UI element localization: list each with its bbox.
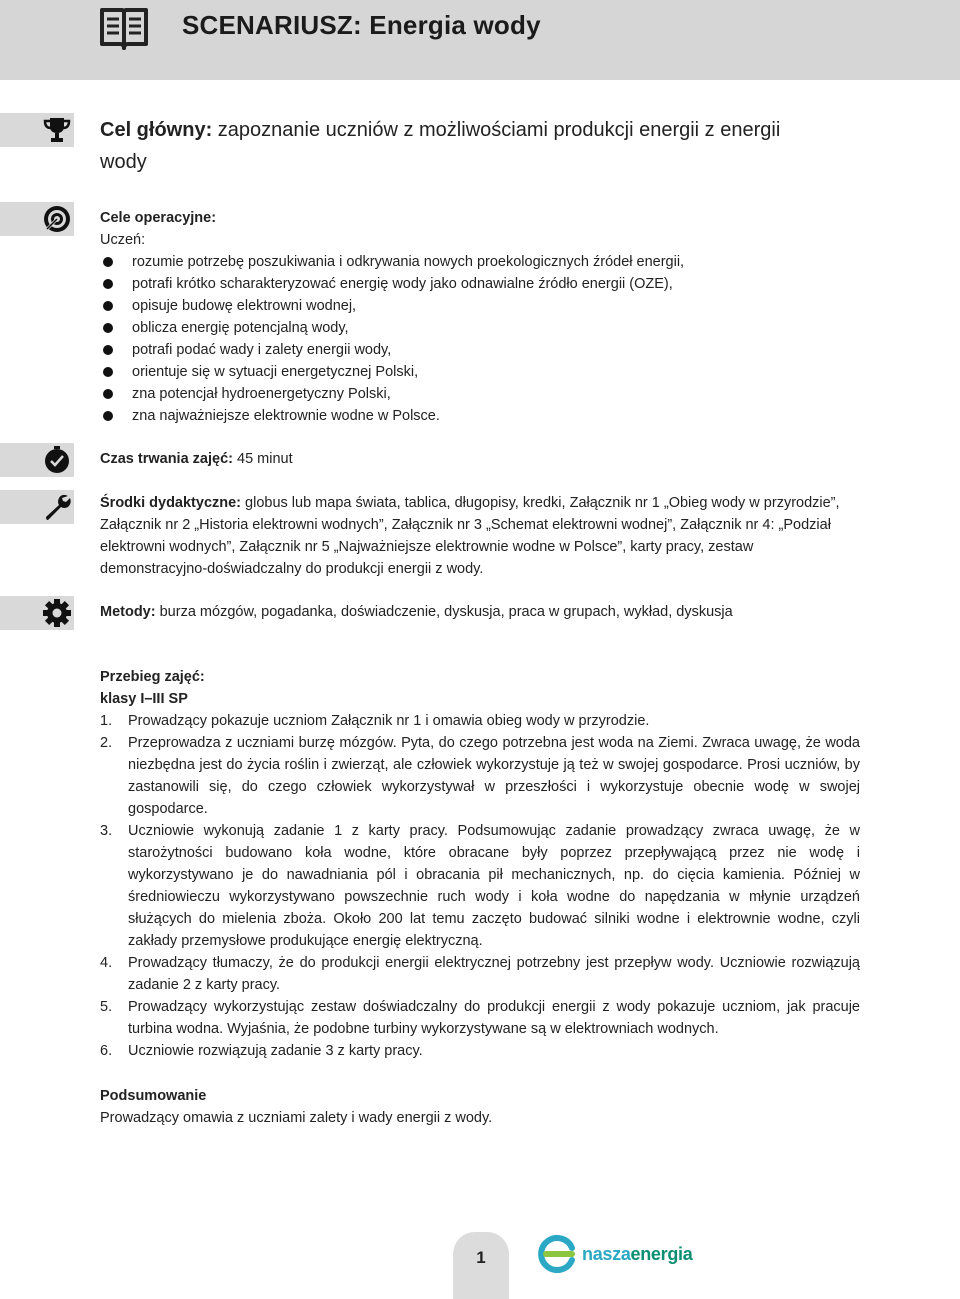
summary-section bbox=[100, 1085, 860, 1129]
step-text: Prowadzący tłumaczy, że do produkcji energii elektrycznej potrzebny jest przepływ wody. Uczniowie rozwiązują zadanie 2 z karty pracy. bbox=[128, 955, 860, 993]
step-number: 1. bbox=[100, 713, 113, 729]
duration-bar bbox=[0, 443, 74, 477]
step-text: Przeprowadza z uczniami burzę mózgów. Pyta, do czego potrzebna jest woda na Ziemi. Zwraca uwagę, że woda niezbędna jest do życia roślin i zwierząt, ale człowiek wykorzystuje ją też w swojej gospodarce. Prosi uczniów, by zastanowili się, do czego człowiek wykorzystywał w przeszłości i wykorzystuje obecnie wodę w swojej gospodarce. bbox=[128, 735, 860, 817]
list-item: orientuje się w sytuacji energetycznej Polski, bbox=[100, 361, 860, 383]
list-item bbox=[100, 710, 860, 732]
list-item: zna potencjał hydroenergetyczny Polski, bbox=[100, 383, 860, 405]
list-item bbox=[100, 1040, 860, 1062]
step-text: Prowadzący wykorzystując zestaw doświadczalny do produkcji energii z wody pokazuje uczniom, jak pracuje turbina wodna. Wyjaśnia, że podobne turbiny wykorzystywane są w elektrowniach wodnych. bbox=[128, 999, 860, 1037]
page-number-tab bbox=[453, 1232, 509, 1299]
summary-label: Podsumowanie bbox=[100, 1088, 207, 1104]
methods-bar bbox=[0, 596, 74, 630]
step-text: Uczniowie wykonują zadanie 1 z karty pracy. Podsumowując zadanie prowadzący zwraca uwagę, że w starożytności budowano koła wodne, które obracane były poprzez przepływającą przez nie wodę i wykorzystywano je do nawadniania pól i obracania pił mechanicznych, np. do cięcia kamienia. Później w średniowieczu wykorzystywano powszechnie ruch wody i koła wodne do napędzania w młynie urządzeń służących do mielenia zboża. Około 200 lat temu zaczęto budować silniki wodne i elektrownie wodne, czyli zakłady przemysłowe produkujące energię elektryczną. bbox=[128, 823, 860, 949]
logo-e-icon bbox=[538, 1234, 578, 1274]
course-steps bbox=[100, 710, 860, 1062]
list-item: zna najważniejsze elektrownie wodne w Polsce. bbox=[100, 405, 860, 427]
materials-bar bbox=[0, 490, 74, 524]
materials-label: Środki dydaktyczne: bbox=[100, 495, 242, 511]
step-text: Uczniowie rozwiązują zadanie 3 z karty pracy. bbox=[128, 1043, 423, 1059]
course-label: Przebieg zajęć: bbox=[100, 669, 205, 685]
trophy-icon bbox=[42, 115, 72, 145]
methods-label: Metody: bbox=[100, 604, 156, 620]
list-item: opisuje budowę elektrowni wodnej, bbox=[100, 295, 860, 317]
objectives-bar bbox=[0, 202, 74, 236]
step-number: 6. bbox=[100, 1043, 113, 1059]
list-item bbox=[100, 732, 860, 820]
page-number: 1 bbox=[476, 1248, 486, 1267]
step-text: Prowadzący pokazuje uczniom Załącznik nr 1 i omawia obieg wody w przyrodzie. bbox=[128, 713, 650, 729]
page-header bbox=[0, 0, 960, 80]
brand-logo bbox=[538, 1232, 698, 1278]
step-number: 2. bbox=[100, 735, 113, 751]
objectives-list bbox=[100, 251, 860, 427]
list-item bbox=[100, 820, 860, 952]
step-number: 3. bbox=[100, 823, 113, 839]
course-sublabel: klasy I–III SP bbox=[100, 691, 188, 707]
list-item: potrafi krótko scharakteryzować energię wody jako odnawialne źródło energii (OZE), bbox=[100, 273, 860, 295]
materials-text: globus lub mapa świata, tablica, długopisy, kredki, Załącznik nr 1 „Obieg wody w przyrodzie”, Załącznik nr 2 „Historia elektrowni wodnych”, Załącznik nr 3 „Schemat elektrowni wodnej”, Załącznik nr 4: „Podział elektrowni wodnych”, Załącznik nr 5 „Najważniejsze elektrownie wodne w Polsce”, karty pracy, zestaw demonstracyjno-doświadczalny do produkcji energii z wody. bbox=[100, 495, 840, 577]
objectives-label: Cele operacyjne: bbox=[100, 210, 217, 226]
main-goal-text: zapoznanie uczniów z możliwościami produkcji energii z energii wody bbox=[100, 119, 781, 173]
page-title: SCENARIUSZ: Energia wody bbox=[182, 10, 541, 40]
main-goal-label: Cel główny: bbox=[100, 119, 213, 141]
objectives-intro: Uczeń: bbox=[100, 232, 146, 248]
duration-section bbox=[100, 448, 860, 470]
step-number: 5. bbox=[100, 999, 113, 1015]
book-icon bbox=[98, 2, 150, 50]
course-section bbox=[100, 666, 860, 1062]
objectives-section bbox=[100, 207, 860, 427]
step-number: 4. bbox=[100, 955, 113, 971]
list-item: potrafi podać wady i zalety energii wody, bbox=[100, 339, 860, 361]
duration-label: Czas trwania zajęć: bbox=[100, 451, 233, 467]
methods-text: burza mózgów, pogadanka, doświadczenie, dyskusja, praca w grupach, wykład, dyskusja bbox=[155, 604, 733, 620]
methods-section bbox=[100, 601, 860, 623]
main-goal bbox=[100, 114, 800, 178]
target-icon bbox=[42, 204, 72, 234]
list-item: oblicza energię potencjalną wody, bbox=[100, 317, 860, 339]
materials-section bbox=[100, 492, 840, 580]
duration-text: 45 minut bbox=[232, 451, 293, 467]
wrench-icon bbox=[42, 492, 72, 522]
list-item bbox=[100, 996, 860, 1040]
goal-bar bbox=[0, 113, 74, 147]
clock-icon bbox=[42, 445, 72, 475]
logo-wordmark: naszaenergia bbox=[582, 1244, 693, 1264]
list-item bbox=[100, 952, 860, 996]
list-item: rozumie potrzebę poszukiwania i odkrywania nowych proekologicznych źródeł energii, bbox=[100, 251, 860, 273]
gear-icon bbox=[42, 598, 72, 628]
summary-text: Prowadzący omawia z uczniami zalety i wady energii z wody. bbox=[100, 1110, 493, 1126]
